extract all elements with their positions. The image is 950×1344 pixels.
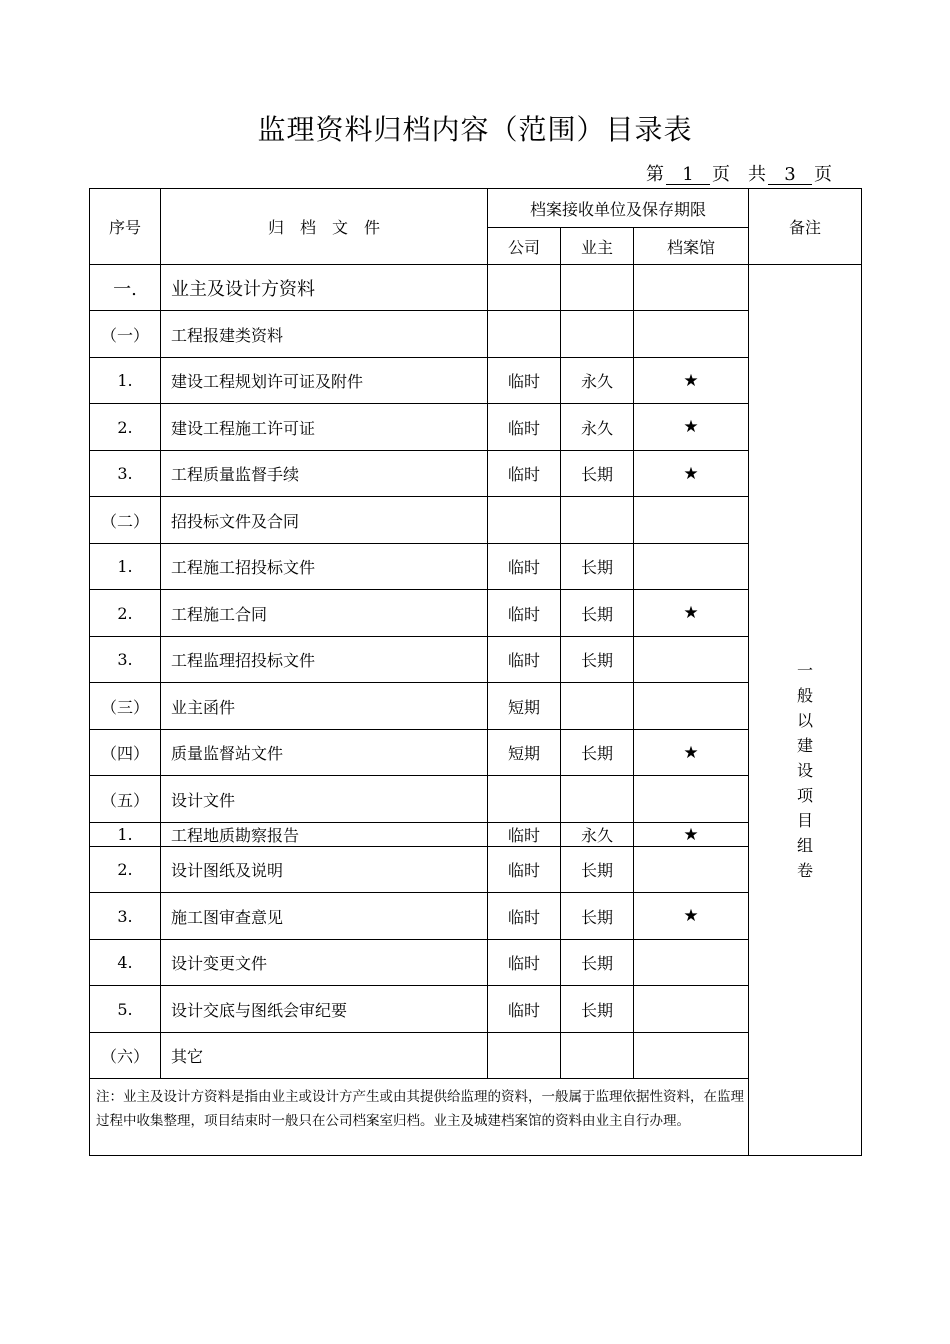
row-file-name: 工程监理招投标文件: [161, 637, 488, 683]
row-seq: 1.: [90, 544, 161, 590]
remark-char: 以: [797, 710, 814, 730]
table-row: [90, 776, 862, 823]
table-row: [90, 730, 862, 776]
row-company-period: 短期: [488, 683, 561, 730]
row-archive-star-icon: [634, 637, 749, 683]
row-archive-star-icon: [634, 497, 749, 544]
footnote: 注：业主及设计方资料是指由业主或设计方产生或由其提供给监理的资料，一般属于监理依据性资料，在监理过程中收集整理，项目结束时一般只在公司档案室归档。业主及城建档案馆的资料由业主自行办理。: [90, 1079, 749, 1156]
row-archive-star-icon: ★: [634, 451, 749, 497]
header-company: 公司: [488, 228, 561, 265]
row-file-name: 建设工程规划许可证及附件: [161, 358, 488, 404]
remark-char: 建: [797, 735, 814, 755]
row-owner-period: 长期: [561, 544, 634, 590]
row-file-name: 其它: [161, 1033, 488, 1079]
row-company-period: 临时: [488, 893, 561, 940]
row-owner-period: [561, 1033, 634, 1079]
table-row: [90, 940, 862, 986]
row-company-period: 临时: [488, 590, 561, 637]
row-archive-star-icon: ★: [634, 893, 749, 940]
row-company-period: [488, 265, 561, 311]
header-seq: 序号: [90, 189, 161, 265]
row-file-name: 建设工程施工许可证: [161, 404, 488, 451]
remark-char: 项: [797, 785, 814, 805]
row-archive-star-icon: [634, 311, 749, 358]
row-owner-period: [561, 776, 634, 823]
page-indicator: [646, 160, 832, 186]
document-title: 监理资料归档内容（范围）目录表: [257, 113, 693, 146]
row-seq: 1.: [90, 823, 161, 847]
row-file-name: 设计图纸及说明: [161, 847, 488, 893]
row-seq: （五）: [90, 776, 161, 823]
row-seq: 4.: [90, 940, 161, 986]
row-seq: 2.: [90, 404, 161, 451]
total-page-number: 3: [768, 166, 812, 185]
row-owner-period: [561, 683, 634, 730]
table-row: [90, 358, 862, 404]
row-file-name: 招投标文件及合同: [161, 497, 488, 544]
row-company-period: [488, 311, 561, 358]
row-owner-period: 长期: [561, 451, 634, 497]
header-row-1: [90, 189, 862, 228]
row-archive-star-icon: [634, 776, 749, 823]
row-seq: （一）: [90, 311, 161, 358]
table-row: [90, 683, 862, 730]
row-archive-star-icon: [634, 940, 749, 986]
row-company-period: 临时: [488, 404, 561, 451]
remark-char: 目: [797, 810, 814, 830]
row-owner-period: 长期: [561, 940, 634, 986]
row-company-period: [488, 497, 561, 544]
row-seq: （三）: [90, 683, 161, 730]
row-owner-period: 永久: [561, 404, 634, 451]
row-company-period: 短期: [488, 730, 561, 776]
current-page-number: 1: [666, 166, 710, 185]
remark-cell: [749, 265, 862, 1156]
row-seq: 3.: [90, 893, 161, 940]
table-row: [90, 1033, 862, 1079]
row-file-name: 业主函件: [161, 683, 488, 730]
row-archive-star-icon: [634, 683, 749, 730]
table-row: [90, 893, 862, 940]
row-owner-period: 永久: [561, 358, 634, 404]
row-seq: 3.: [90, 637, 161, 683]
table-row: [90, 986, 862, 1033]
row-seq: （四）: [90, 730, 161, 776]
row-file-name: 工程地质勘察报告: [161, 823, 488, 847]
row-owner-period: 长期: [561, 986, 634, 1033]
table-row: [90, 404, 862, 451]
row-file-name: 施工图审查意见: [161, 893, 488, 940]
row-owner-period: 长期: [561, 590, 634, 637]
row-seq: 3.: [90, 451, 161, 497]
row-archive-star-icon: [634, 847, 749, 893]
row-owner-period: [561, 497, 634, 544]
row-company-period: [488, 1033, 561, 1079]
row-file-name: 工程报建类资料: [161, 311, 488, 358]
row-archive-star-icon: ★: [634, 404, 749, 451]
table-row: [90, 311, 862, 358]
row-file-name: 业主及设计方资料: [161, 265, 488, 311]
header-remark: 备注: [749, 189, 862, 265]
row-seq: 5.: [90, 986, 161, 1033]
row-archive-star-icon: ★: [634, 358, 749, 404]
table-row: [90, 544, 862, 590]
row-archive-star-icon: ★: [634, 590, 749, 637]
row-seq: （二）: [90, 497, 161, 544]
page-middle: 页 共: [712, 164, 766, 185]
header-archive: 档案馆: [634, 228, 749, 265]
table-row: [90, 847, 862, 893]
row-archive-star-icon: [634, 986, 749, 1033]
table-row: [90, 265, 862, 311]
remark-char: 般: [797, 685, 814, 705]
remark-char: 组: [797, 835, 814, 855]
row-file-name: 质量监督站文件: [161, 730, 488, 776]
row-archive-star-icon: [634, 265, 749, 311]
table-row: [90, 823, 862, 847]
row-seq: 2.: [90, 847, 161, 893]
row-owner-period: 长期: [561, 730, 634, 776]
row-owner-period: 长期: [561, 637, 634, 683]
page-prefix: 第: [646, 164, 664, 185]
row-owner-period: 永久: [561, 823, 634, 847]
row-company-period: [488, 776, 561, 823]
note-row: [90, 1079, 862, 1156]
row-archive-star-icon: ★: [634, 823, 749, 847]
remark-char: 设: [797, 760, 814, 780]
row-owner-period: 长期: [561, 893, 634, 940]
row-company-period: 临时: [488, 986, 561, 1033]
table-row: [90, 497, 862, 544]
row-file-name: 工程质量监督手续: [161, 451, 488, 497]
page-suffix: 页: [814, 164, 832, 185]
row-archive-star-icon: ★: [634, 730, 749, 776]
row-company-period: 临时: [488, 544, 561, 590]
remark-char: 一: [797, 660, 814, 680]
header-owner: 业主: [561, 228, 634, 265]
row-owner-period: 长期: [561, 847, 634, 893]
table-row: [90, 590, 862, 637]
row-file-name: 设计交底与图纸会审纪要: [161, 986, 488, 1033]
row-company-period: 临时: [488, 358, 561, 404]
row-seq: （六）: [90, 1033, 161, 1079]
header-file: 归 档 文 件: [161, 189, 488, 265]
row-seq: 2.: [90, 590, 161, 637]
row-archive-star-icon: [634, 544, 749, 590]
row-seq: 一.: [90, 265, 161, 311]
row-file-name: 工程施工招投标文件: [161, 544, 488, 590]
row-company-period: 临时: [488, 823, 561, 847]
row-seq: 1.: [90, 358, 161, 404]
archive-catalog-table: [89, 188, 862, 1156]
row-file-name: 设计变更文件: [161, 940, 488, 986]
row-company-period: 临时: [488, 940, 561, 986]
row-company-period: 临时: [488, 847, 561, 893]
row-owner-period: [561, 265, 634, 311]
remark-char: 卷: [797, 860, 814, 880]
row-company-period: 临时: [488, 451, 561, 497]
header-receiver-group: 档案接收单位及保存期限: [488, 189, 749, 228]
row-owner-period: [561, 311, 634, 358]
table-row: [90, 451, 862, 497]
row-company-period: 临时: [488, 637, 561, 683]
row-file-name: 设计文件: [161, 776, 488, 823]
table-row: [90, 637, 862, 683]
row-file-name: 工程施工合同: [161, 590, 488, 637]
row-archive-star-icon: [634, 1033, 749, 1079]
